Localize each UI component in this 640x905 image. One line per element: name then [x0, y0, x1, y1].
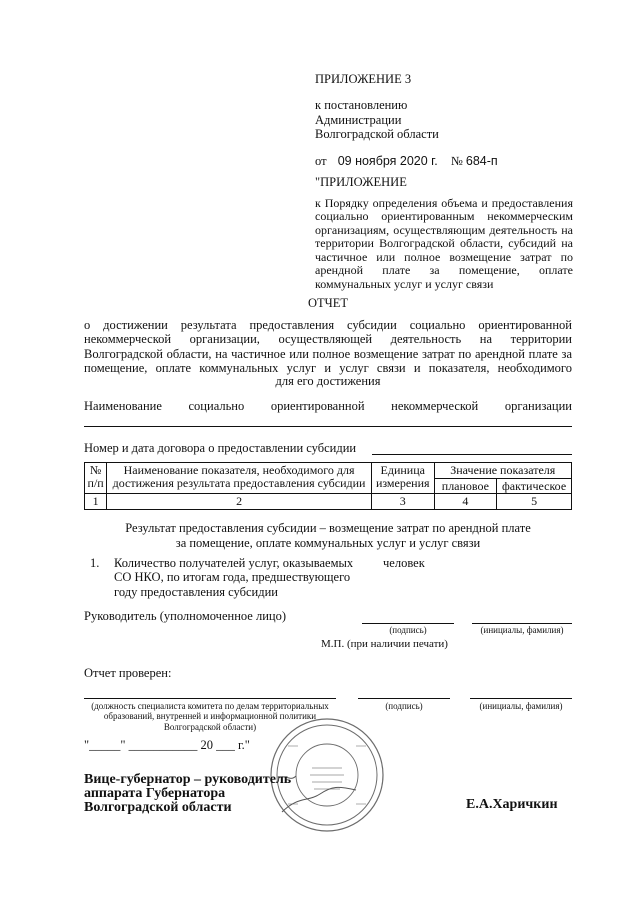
initials-caption-2: (инициалы, фамилия) — [479, 701, 563, 711]
header-planned: плановое — [434, 478, 497, 494]
resolution-number: 684-п — [465, 153, 498, 168]
col-number: 2 — [107, 494, 372, 510]
seal-caption: М.П. (при наличии печати) — [321, 638, 448, 650]
signature-caption: (подпись) — [389, 625, 427, 635]
report-subtitle-last: для его достижения — [275, 374, 381, 388]
checker-position-line[interactable] — [84, 698, 336, 699]
resolution-line-3: Волгоградской области — [315, 127, 439, 142]
resolution-line-2: Администрации — [315, 112, 402, 127]
footer-position — [84, 773, 291, 815]
appendix-header — [315, 72, 585, 168]
position-caption: (должность специалиста комитета по делам территориальных образований, внутренней и информационной политики Волгоградской области) — [91, 701, 329, 732]
table-row — [85, 494, 572, 510]
resolution-date-line — [315, 154, 585, 168]
date-line: "_____" ___________ 20 ___ г." — [84, 738, 250, 752]
checker-initials-line[interactable] — [470, 698, 572, 699]
indicator-text: Количество получателей услуг, оказываемых СО НКО, по итогам года, предшествующего году предоставления субсидии — [114, 556, 354, 599]
header-num: № п/п — [85, 463, 107, 494]
header-unit: Единица измерения — [371, 463, 434, 494]
appendix-title: ПРИЛОЖЕНИЕ 3 — [315, 72, 412, 86]
col-number: 5 — [497, 494, 572, 510]
initials-caption: (инициалы, фамилия) — [480, 625, 564, 635]
header-name: Наименование показателя, необходимого для достижения результата предоставления субсидии — [107, 463, 372, 494]
result-line-2: за помещение, оплате коммунальных услуг и услуг связи — [175, 536, 481, 550]
col-number: 3 — [371, 494, 434, 510]
indicator-table — [84, 462, 572, 510]
inner-appendix-text: к Порядку определения объема и предоставления социально ориентированным некоммерческим организациям, осуществляющим деятельность на территории Волгоградской области, субсидий на частичное или полное возмещение затрат по арендной плате за помещение, оплате коммунальных услуг и услуг связи — [315, 196, 573, 291]
checked-label: Отчет проверен: — [84, 666, 172, 680]
report-subtitle: о достижении результата предоставления субсидии социально ориентированной некоммерческой организации, осуществляющей деятельность на территории Волгоградской области, на частичное или полное возмещение затрат по арендной плате за помещение, оплате коммунальных услуг и услуг связи и показателя, необходимого — [84, 318, 572, 376]
org-name-line[interactable] — [84, 426, 572, 427]
org-name-label: Наименование социально ориентированной некоммерческой организации — [84, 399, 572, 413]
checker-signature-line[interactable] — [358, 698, 450, 699]
signature-caption-2: (подпись) — [385, 701, 423, 711]
indicator-unit: человек — [383, 556, 425, 570]
head-initials-line[interactable] — [472, 623, 572, 624]
resolution-line-1: к постановлению — [315, 98, 408, 113]
table-header-row — [85, 463, 572, 479]
footer-position-line-3: Волгоградской области — [84, 800, 232, 815]
col-number: 1 — [85, 494, 107, 510]
header-actual: фактическое — [497, 478, 572, 494]
inner-appendix-title: "ПРИЛОЖЕНИЕ — [315, 175, 407, 189]
contract-line[interactable] — [372, 454, 572, 455]
col-number: 4 — [434, 494, 497, 510]
number-prefix: № — [450, 153, 463, 168]
footer-position-line-2: аппарата Губернатора — [84, 786, 226, 801]
report-title: ОТЧЕТ — [307, 296, 349, 310]
footer-position-line-1: Вице-губернатор – руководитель — [84, 772, 292, 787]
resolution-date: 09 ноября 2020 г. — [337, 153, 438, 168]
signer-name: Е.А.Харичкин — [466, 797, 558, 812]
contract-label: Номер и дата договора о предоставлении субсидии — [84, 441, 357, 455]
result-line-1: Результат предоставления субсидии – возмещение затрат по арендной плате — [125, 521, 531, 535]
head-signature-line[interactable] — [362, 623, 454, 624]
indicator-num: 1. — [90, 556, 100, 570]
head-label: Руководитель (уполномоченное лицо) — [84, 609, 287, 623]
date-prefix: от — [315, 153, 327, 168]
header-value: Значение показателя — [434, 463, 571, 479]
